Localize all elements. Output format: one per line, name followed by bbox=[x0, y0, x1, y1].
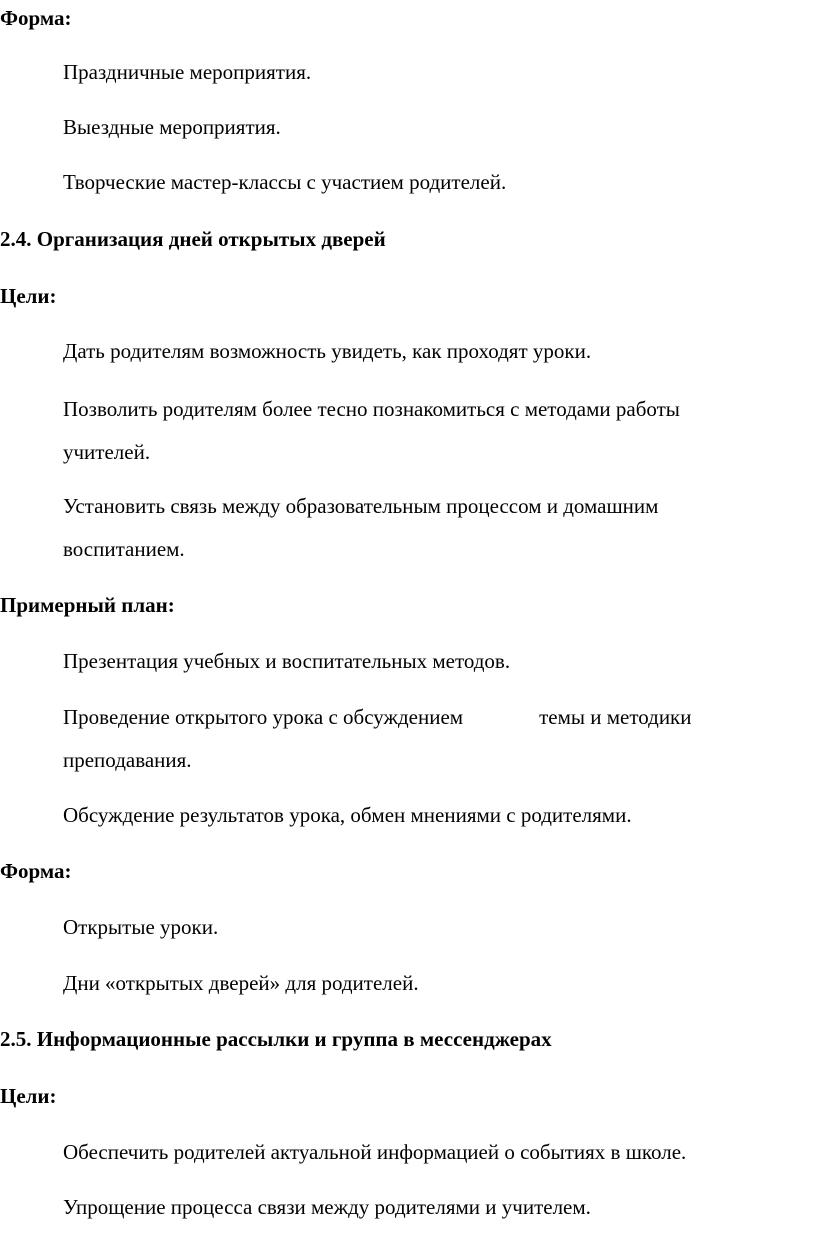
list-item bbox=[63, 704, 692, 730]
list-item: Открытые уроки. bbox=[63, 915, 219, 939]
goals-heading: Цели: bbox=[0, 284, 57, 308]
list-item-part: темы и методики bbox=[539, 705, 692, 729]
list-item: Презентация учебных и воспитательных методов. bbox=[63, 649, 511, 673]
list-item: Выездные мероприятия. bbox=[63, 115, 281, 139]
list-item: Упрощение процесса связи между родителями и учителем. bbox=[63, 1195, 591, 1219]
list-item: Обсуждение результатов урока, обмен мнениями с родителями. bbox=[63, 803, 632, 827]
plan-heading: Примерный план: bbox=[0, 593, 175, 617]
list-item: Установить связь между образовательным процессом и домашним bbox=[63, 494, 659, 518]
list-item-continuation: воспитанием. bbox=[63, 537, 185, 561]
section-title: 2.5. Информационные рассылки и группа в мессенджерах bbox=[0, 1027, 552, 1051]
list-item: Творческие мастер-классы с участием родителей. bbox=[63, 170, 507, 194]
list-item-part: Проведение открытого урока с обсуждением bbox=[63, 705, 464, 729]
goals-heading: Цели: bbox=[0, 1084, 57, 1108]
form-heading: Форма: bbox=[0, 859, 72, 883]
list-item: Праздничные мероприятия. bbox=[63, 60, 312, 84]
form-heading: Форма: bbox=[0, 6, 72, 30]
list-item: Обеспечить родителей актуальной информацией о событиях в школе. bbox=[63, 1140, 687, 1164]
list-item-continuation: преподавания. bbox=[63, 748, 192, 772]
section-title: 2.4. Организация дней открытых дверей bbox=[0, 227, 386, 251]
list-item: Дать родителям возможность увидеть, как проходят уроки. bbox=[63, 339, 592, 363]
list-item: Дни «открытых дверей» для родителей. bbox=[63, 971, 419, 995]
list-item-continuation: учителей. bbox=[63, 440, 151, 464]
list-item: Позволить родителям более тесно познакомиться с методами работы bbox=[63, 397, 680, 421]
